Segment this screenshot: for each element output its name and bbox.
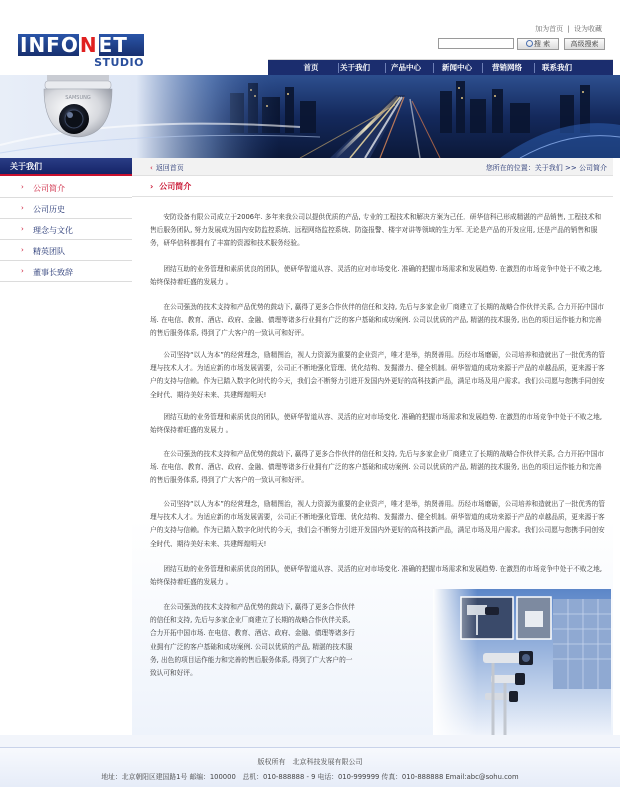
site-header [0,0,620,75]
city-night-banner-image [0,75,620,158]
sidebar-item-elite-team[interactable] [0,241,132,261]
article-paragraph: 公司坚持“以人为本”的经营理念，励精图治，视人力资源为重要的企业资产，唯才是举，纳贤善用。历经市场磨砺，公司培养和造就出了一批优秀的管理与技术人才。为适应新的市场发展需要，公司正不断地强化管理、优化结构、发掘潜力、健全机制。研华智道的成功来源于产品的卓越品质，更来源于客户的支持与信赖。作为已踏入数字化时代的今天，我们会不断努力引进开发国内外更好的高科技新产品，满足市场及用户需求。我们公司愿与您携手同创安全时代、期待美好未来、共建辉煌明天! [150,351,605,399]
sidebar-title: 关于我们 [10,162,42,171]
nav-home[interactable]: 首页 [303,63,319,72]
main-nav [268,59,613,75]
sidebar-item-label: 公司历史 [33,205,65,214]
back-home-link[interactable] [150,163,184,173]
add-favorite-link[interactable]: 设为收藏 [574,25,602,33]
set-homepage-link[interactable]: 加为首页 [535,25,564,33]
sidebar-item-chairman-speech[interactable] [0,262,132,282]
logo-wordmark: INFONET [20,33,128,57]
page-title [150,181,191,192]
chevron-right-icon: › [21,204,24,212]
chevron-right-icon: › [21,183,24,191]
search-button[interactable] [517,38,559,50]
sidebar-item-label: 董事长致辞 [33,268,73,277]
contact-address: 地址：北京朝阳区建国路1号 邮编：100000 总机：010-888888 - 9 电话：010-999999 传真：010-888888 Email:abc@sohu.com [101,773,519,781]
sidebar-item-label: 精英团队 [33,247,65,256]
search-button-label: 搜 索 [533,40,551,48]
page-title-text: 公司简介 [159,182,192,191]
article-paragraph: 在公司强劲的技术支持和产品优势的鼓动下, 赢得了更多合作伙伴的信任和支持, 先后与多家企业厂商建立了长期的战略合作伙伴关系, 合力开拓中国市场. 在电信、教育、酒店、政府、金融、债理等诸多行业拥有广泛的客户基础和成功案例. 公司以优质的产品, 精湛的技术服务, 出色的项目运作能力和完善的售后服务体系, 得到了广大客户的一致认可和好评。 [150,450,605,485]
sidebar-item-label: 公司简介 [33,184,65,193]
copyright-text: 版权所有 北京科技发展有限公司 [257,758,363,766]
advanced-search-button[interactable]: 高级搜索 [564,38,605,50]
article-paragraph: 团结互助的业务管理和素质优良的团队，使研华智道从容、灵活的应对市场变化. 准确的把握市场需求和发展趋势. 在激烈的市场竞争中处于不败之地, 始终保持着旺盛的发展力 。 [150,565,602,587]
surveillance-camera-photo [433,589,611,735]
sidebar-item-philosophy-culture[interactable] [0,220,132,240]
breadcrumb-bar [132,158,613,176]
back-home-label: 返回首页 [155,164,184,172]
nav-contact[interactable]: 联系我们 [542,63,572,72]
chevron-left-icon: ‹ [150,164,153,172]
article-body [132,197,613,735]
chevron-right-icon: › [21,246,24,254]
sidebar-header [0,158,132,176]
logo-subtitle: STUDIO [94,56,144,69]
search-input[interactable] [438,38,514,49]
search-icon [526,40,533,47]
top-links [534,24,603,34]
article-paragraph: 公司坚持“以人为本”的经营理念，励精图治，视人力资源为重要的企业资产，唯才是举，纳贤善用。历经市场磨砺，公司培养和造就出了一批优秀的管理与技术人才。为适应新的市场发展需要，公司正不断地强化管理、优化结构、发掘潜力、健全机制。研华智道的成功来源于产品的卓越品质，更来源于客户的支持与信赖。作为已踏入数字化时代的今天，我们会不断努力引进开发国内外更好的高科技新产品，满足市场及用户需求。我们公司愿与您携手同创安全时代、期待美好未来、共建辉煌明天! [150,500,605,548]
svg-text:SAMSUNG: SAMSUNG [65,95,91,101]
article-paragraph: 团结互助的业务管理和素质优良的团队，使研华智道从容、灵活的应对市场变化. 准确的把握市场需求和发展趋势. 在激烈的市场竞争中处于不败之地, 始终保持着旺盛的发展力 。 [150,265,602,287]
nav-about[interactable]: 关于我们 [340,63,370,72]
chevron-right-icon: › [21,225,24,233]
nav-network[interactable]: 营销网络 [492,63,522,72]
nav-news[interactable]: 新闻中心 [442,63,472,72]
nav-products[interactable]: 产品中心 [391,63,421,72]
article-paragraph: 在公司强劲的技术支持和产品优势的鼓动下, 赢得了更多合作伙伴的信任和支持, 先后与多家企业厂商建立了长期的战略合作伙伴关系, 合力开拓中国市场. 在电信、教育、酒店、政府、金融、债理等诸多行业拥有广泛的客户基础和成功案例. 公司以优质的产品, 精湛的技术服务, 出色的项目运作能力和完善的售后服务体系, 得到了广大客户的一致认可和好评。 [150,303,605,338]
sidebar-item-company-history[interactable] [0,199,132,219]
sidebar-item-label: 理念与文化 [33,226,73,235]
breadcrumb[interactable]: 您所在的位置：关于我们 >> 公司简介 [485,164,607,172]
site-footer [0,747,620,787]
hero-banner [0,75,620,158]
article-paragraph: 在公司强劲的技术支持和产品优势的鼓动下, 赢得了更多合作伙伴的信任和支持, 先后与多家企业厂商建立了长期的战略合作伙伴关系, 合力开拓中国市场. 在电信、教育、酒店、政府、金融、债理等诸多行业拥有广泛的客户基础和成功案例. 公司以优质的产品, 精湛的技术服务, 出色的项目运作能力和完善的售后服务体系, 得到了广大客户的一致认可和好评。 [150,603,355,678]
chevron-right-icon: › [21,267,24,275]
footer-band [0,735,620,747]
sidebar [0,158,132,735]
sidebar-item-company-profile[interactable] [0,178,132,198]
chevron-right-icon: › [150,182,154,191]
article-paragraph: 团结互助的业务管理和素质优良的团队，使研华智道从容、灵活的应对市场变化. 准确的把握市场需求和发展趋势. 在激烈的市场竞争中处于不败之地, 始终保持着旺盛的发展力 。 [150,413,602,435]
site-logo[interactable] [18,34,144,70]
article-paragraph: 安防设备有限公司成立于2006年. 多年来我公司以提供优质的产品, 专业的工程技术和解决方案为己任．研华信科已形成精湛的产品销售, 工程技术和售后服务团队, 努力发展成为国内安防监控系统、远程网络监控系统、防盗报警、楼宇对讲等领域的生力军. 无论是产品的开发应用, 还是产品的销售和服务，研华信科都拥有了丰富的资源和技术服务经验。 [150,213,602,248]
top-links-divider: | [567,25,570,33]
